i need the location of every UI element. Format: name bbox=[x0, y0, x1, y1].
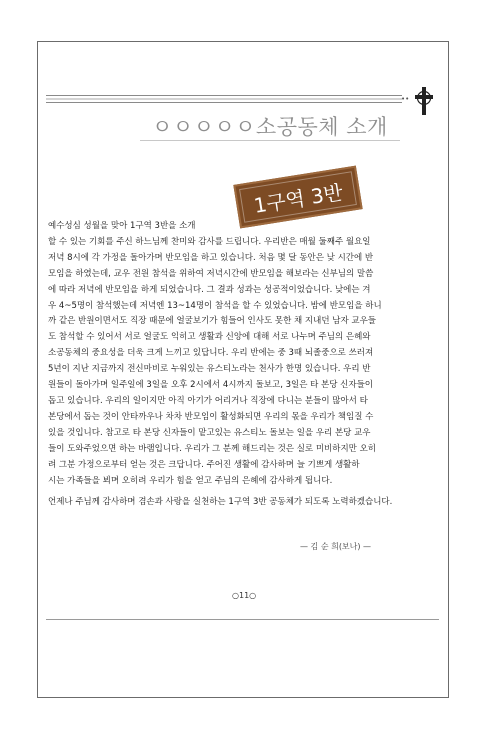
page-title: ㅇㅇㅇㅇㅇ소공동체 소개 bbox=[152, 115, 388, 139]
body-line: 소공동체의 중요성을 더욱 크게 느끼고 있답니다. 우리 반에는 중 3때 뇌졸중으로 쓰러져 bbox=[48, 348, 374, 359]
body-line: 모임을 하였는데, 교우 전원 참석을 위하여 저녁시간에 반모임을 해보라는 신부님의 말씀 bbox=[48, 268, 374, 279]
group-stamp-badge: 1구역 3반 bbox=[233, 166, 362, 229]
body-line: 저녁 8시에 각 가정을 돌아가며 반모임을 하고 있습니다. 처음 몇 달 동안은 낮 시간에 반 bbox=[48, 252, 374, 263]
body-line: 예수성심 성월을 맞아 1구역 3반을 소개 bbox=[48, 221, 196, 231]
body-line: 본당에서 돕는 것이 안타까우나 차차 반모임이 활성화되면 우리의 몫을 우리가 책임질 수 bbox=[48, 411, 374, 422]
header-rule bbox=[46, 95, 402, 103]
body-line: 돕고 있습니다. 우리의 일이지만 아직 아기가 어리거나 직장에 다니는 분들이 많아서 타 bbox=[48, 395, 368, 406]
body-line: 할 수 있는 기회를 주신 하느님께 찬미와 감사를 드립니다. 우리반은 매월 둘째주 월요일 bbox=[48, 236, 371, 247]
body-line: 우 4~5명이 참석했는데 저녁엔 13~14명이 참석을 할 수 있었습니다. 밤에 반모임을 하니 bbox=[48, 300, 382, 311]
body-line: 까 같은 반원이면서도 직장 때문에 얼굴보기가 힘들어 인사도 못한 채 지내던 남자 교우들 bbox=[48, 316, 377, 327]
body-line: 원들이 돌아가며 일주일에 3일을 오후 2시에서 4시까지 돌보고, 3일은 타 본당 신자들이 bbox=[48, 380, 374, 391]
closing-line: 언제나 주님께 감사하며 겸손과 사랑을 실천하는 1구역 3반 공동체가 되도록 노력하겠습니다. bbox=[48, 497, 393, 508]
body-line: 도 참석할 수 있어서 서로 얼굴도 익히고 생활과 신앙에 대해 서로 나누며 주님의 은혜와 bbox=[48, 332, 371, 343]
article-body bbox=[48, 219, 434, 511]
page-number: ○11○ bbox=[232, 591, 257, 600]
body-line: 시는 가족들을 뵈며 오히려 우리가 힘을 얻고 주님의 은혜에 감사하게 됩니다. bbox=[48, 475, 333, 486]
body-line: 에 따라 저녁에 반모임을 하게 되었습니다. 그 결과 성과는 성공적이었습니다. 낮에는 겨 bbox=[48, 284, 371, 295]
title-underline bbox=[140, 140, 400, 141]
dots-ornament-icon: •• bbox=[401, 95, 410, 103]
body-line: 들이 도와주었으면 하는 바램입니다. 우리가 그 분께 해드리는 것은 실로 미비하지만 오히 bbox=[48, 443, 377, 454]
body-line: 있을 것입니다. 참고로 타 본당 신자들이 맡고있는 유스티노 돌보는 일을 우리 본당 교우 bbox=[48, 427, 371, 438]
body-line: 5년이 지난 지금까지 전신마비로 누워있는 유스티노라는 천사가 한명 있습니다. 우리 반 bbox=[48, 364, 371, 375]
author-signature: — 김 순 희(보나) — bbox=[300, 542, 372, 551]
body-line: 려 그분 가정으로부터 얻는 것은 크답니다. 주어진 생활에 감사하며 늘 기쁘게 생활하 bbox=[48, 459, 360, 470]
footer-rule bbox=[46, 619, 439, 620]
cross-icon bbox=[411, 86, 437, 116]
